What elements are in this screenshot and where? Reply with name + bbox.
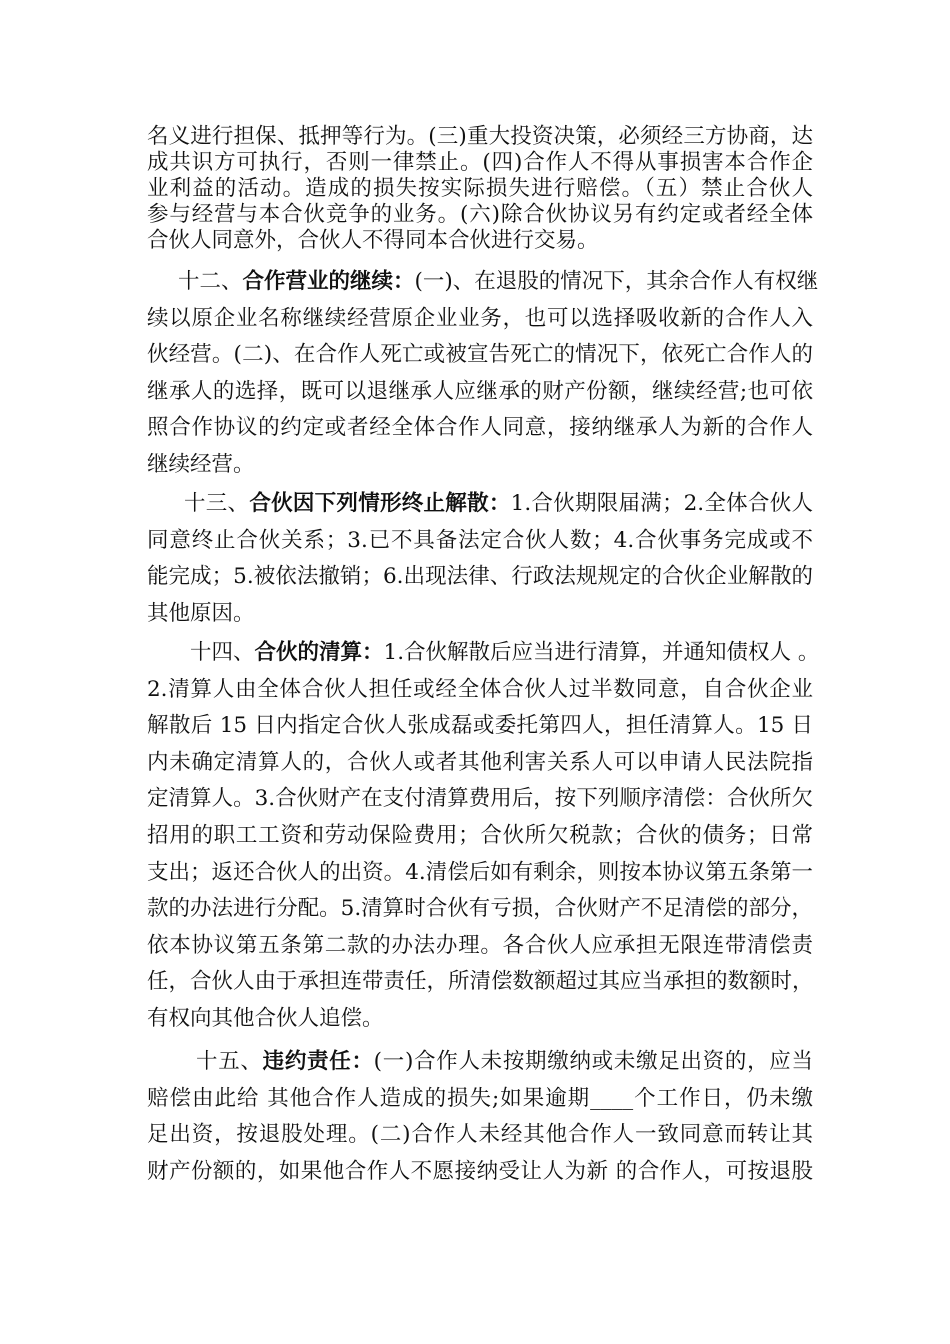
clause-first-line (147, 1044, 813, 1081)
clause-number: 十四、 (190, 640, 255, 665)
clause-text: (一)合作人未按期缴纳或未缴足出资的，应当 (373, 1049, 813, 1074)
text-line: 款的办法进行分配。5.清算时合伙有亏损，合伙财产不足清偿的部分， (147, 896, 813, 922)
text-line: 招用的职工工资和劳动保险费用；合伙所欠税款；合伙的债务；日常 (147, 822, 813, 848)
clause-first-line (147, 486, 813, 523)
text-line: 财产份额的，如果他合作人不愿接纳受让人为新 的合作人，可按退股 (147, 1158, 813, 1184)
clause-heading: 合伙因下列情形终止解散： (249, 491, 511, 516)
text-line: 续以原企业名称继续经营原企业业务，也可以选择吸收新的合作人入 (147, 305, 813, 331)
clause-text: 1.合伙期限届满；2.全体合伙人 (510, 491, 813, 516)
clause-13 (147, 486, 813, 632)
clause-number: 十三、 (184, 491, 250, 516)
text-line: 内未确定清算人的，合伙人或者其他利害关系人可以申请人民法院指 (147, 749, 813, 775)
text-line: 其他原因。 (147, 600, 255, 626)
clause-text: 1.合伙解散后应当进行清算，并通知债权人 。 (383, 640, 820, 665)
text-line: 合伙人同意外，合伙人不得同本合伙进行交易。 (147, 228, 599, 253)
clause-heading: 合作营业的继续： (242, 269, 415, 294)
text-line: 支出；返还合伙人的出资。4.清偿后如有剩余，则按本协议第五条第一 (147, 859, 813, 885)
text-line: 同意终止合伙关系；3.已不具备法定合伙人数；4.合伙事务完成或不 (147, 527, 813, 553)
paragraph-continuation (147, 124, 813, 254)
clause-first-line (147, 635, 820, 672)
text-line: 继承人的选择，既可以退继承人应继承的财产份额，继续经营;也可依 (147, 378, 813, 404)
clause-number: 十五、 (196, 1049, 263, 1074)
text-line: 继续经营。 (147, 451, 255, 477)
text-line: 成共识方可执行，否则一律禁止。(四)合作人不得从事损害本合作企 (147, 150, 813, 175)
text-line: 足出资，按退股处理。(二)合作人未经其他合作人一致同意而转让其 (147, 1122, 813, 1148)
clause-first-line (147, 264, 819, 301)
text-line: 照合作协议的约定或者经全体合作人同意，接纳继承人为新的合作人 (147, 415, 813, 441)
clause-15 (147, 1044, 813, 1190)
clause-heading: 合伙的清算： (254, 640, 384, 665)
clause-number: 十二、 (178, 269, 243, 294)
text-line: 2.清算人由全体合伙人担任或经全体合伙人过半数同意，自合伙企业 (147, 676, 813, 702)
clause-14 (147, 635, 820, 1038)
text-line: 参与经营与本合伙竞争的业务。(六)除合伙协议另有约定或者经全体 (147, 202, 813, 227)
clause-12 (147, 264, 819, 484)
text-line: 有权向其他合伙人追偿。 (147, 1005, 384, 1031)
text-line: 赔偿由此给 其他合作人造成的损失;如果逾期____个工作日，仍未缴 (147, 1085, 813, 1111)
text-line: 伙经营。(二)、在合作人死亡或被宣告死亡的情况下，依死亡合作人的 (147, 342, 813, 368)
text-line: 依本协议第五条第二款的办法办理。各合伙人应承担无限连带清偿责 (147, 932, 813, 958)
text-line: 任，合伙人由于承担连带责任，所清偿数额超过其应当承担的数额时， (147, 969, 814, 995)
text-line: 名义进行担保、抵押等行为。(三)重大投资决策，必须经三方协商，达 (147, 124, 813, 149)
clause-heading: 违约责任： (262, 1049, 374, 1074)
text-line: 业利益的活动。造成的损失按实际损失进行赔偿。（五）禁止合伙人 (147, 176, 813, 201)
clause-text: (一)、在退股的情况下，其余合作人有权继 (414, 269, 819, 294)
text-line: 定清算人。3.合伙财产在支付清算费用后，按下列顺序清偿：合伙所欠 (147, 786, 813, 812)
text-line: 能完成；5.被依法撤销；6.出现法律、行政法规规定的合伙企业解散的 (147, 564, 813, 590)
text-line: 解散后 15 日内指定合伙人张成磊或委托第四人，担任清算人。15 日 (147, 713, 813, 739)
